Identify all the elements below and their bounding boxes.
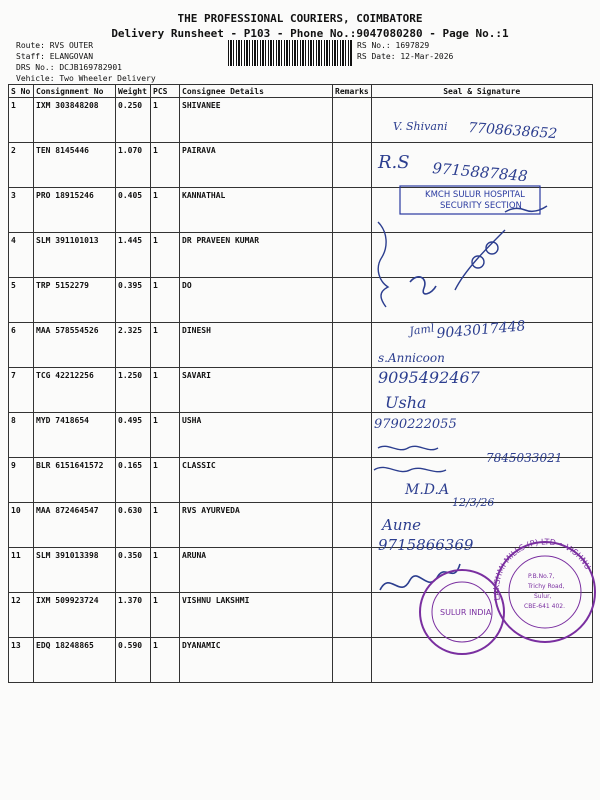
cell-remarks	[333, 368, 372, 413]
cell-remarks	[333, 233, 372, 278]
cell-sno: 1	[9, 98, 34, 143]
cell-pcs: 1	[151, 233, 180, 278]
table-row	[9, 638, 593, 683]
cell-signature	[371, 593, 592, 638]
cell-weight: 1.445	[116, 233, 151, 278]
cell-remarks	[333, 413, 372, 458]
col-consignment: Consignment No	[34, 85, 116, 98]
cell-signature	[371, 503, 592, 548]
cell-consignee: KANNATHAL	[180, 188, 333, 233]
cell-cons: IXM 303848208	[34, 98, 116, 143]
seal-address-2: Trichy Road,	[528, 583, 565, 590]
cell-cons: SLM 391101013	[34, 233, 116, 278]
phone-row11: 9715866369	[378, 536, 474, 554]
cell-pcs: 1	[151, 98, 180, 143]
cell-weight: 0.405	[116, 188, 151, 233]
stamp-line1: KMCH SULUR HOSPITAL	[425, 190, 525, 200]
table-row	[9, 368, 593, 413]
cell-weight: 0.350	[116, 548, 151, 593]
cell-cons: TCG 42212256	[34, 368, 116, 413]
phone-row6: 9043017448	[435, 318, 527, 342]
cell-weight: 1.070	[116, 143, 151, 188]
stamp-line2: SECURITY SECTION	[440, 201, 522, 211]
cell-sno: 2	[9, 143, 34, 188]
cell-cons: MYD 7418654	[34, 413, 116, 458]
cell-sno: 13	[9, 638, 34, 683]
cell-consignee: DYANAMIC	[180, 638, 333, 683]
cell-weight: 1.370	[116, 593, 151, 638]
rs-date: RS Date: 12-Mar-2026	[357, 52, 454, 61]
seal-address-4: CBE-641 402.	[524, 603, 565, 610]
seal-address-3: Sulur,	[534, 593, 552, 600]
cell-signature	[371, 548, 592, 593]
table-row	[9, 98, 593, 143]
cell-sno: 12	[9, 593, 34, 638]
signature-row10: M.D.A	[405, 482, 450, 498]
col-sno: S No	[9, 85, 34, 98]
cell-weight: 0.250	[116, 98, 151, 143]
phone-row8: 9790222055	[374, 417, 457, 432]
signature-row1: V. Shivani	[393, 120, 448, 133]
cell-consignee: VISHNU LAKSHMI	[180, 593, 333, 638]
seal2-text: SULUR INDIA	[440, 608, 492, 617]
cell-sno: 11	[9, 548, 34, 593]
cell-pcs: 1	[151, 638, 180, 683]
cell-signature	[371, 368, 592, 413]
cell-cons: TRP 5152279	[34, 278, 116, 323]
route-info: Route: RVS OUTER	[16, 41, 94, 50]
cell-pcs: 1	[151, 458, 180, 503]
table-row	[9, 458, 593, 503]
col-signature: Seal & Signature	[371, 85, 592, 98]
signature-row7: s.Annicoon	[378, 351, 445, 365]
signature-row11: Aune	[382, 516, 422, 534]
cell-pcs: 1	[151, 548, 180, 593]
rs-number: RS No.: 1697829	[357, 41, 430, 50]
cell-cons: TEN 8145446	[34, 143, 116, 188]
vehicle-info: Vehicle: Two Wheeler Delivery	[16, 74, 156, 83]
cell-remarks	[333, 593, 372, 638]
cell-sno: 10	[9, 503, 34, 548]
cell-signature	[371, 188, 592, 233]
phone-row1: 7708638652	[467, 120, 558, 143]
cell-consignee: ARUNA	[180, 548, 333, 593]
cell-signature	[371, 278, 592, 323]
date-row10: 12/3/26	[452, 496, 495, 509]
table-row	[9, 278, 593, 323]
cell-signature	[371, 233, 592, 278]
runsheet-table	[8, 84, 593, 683]
cell-remarks	[333, 638, 372, 683]
cell-consignee: DINESH	[180, 323, 333, 368]
cell-remarks	[333, 323, 372, 368]
cell-sno: 5	[9, 278, 34, 323]
table-row	[9, 413, 593, 458]
col-consignee: Consignee Details	[180, 85, 333, 98]
cell-signature	[371, 413, 592, 458]
cell-pcs: 1	[151, 143, 180, 188]
cell-signature	[371, 323, 592, 368]
cell-signature	[371, 98, 592, 143]
table-row	[9, 233, 593, 278]
table-row	[9, 323, 593, 368]
cell-consignee: PAIRAVA	[180, 143, 333, 188]
cell-weight: 2.325	[116, 323, 151, 368]
table-row	[9, 188, 593, 233]
cell-pcs: 1	[151, 278, 180, 323]
cell-pcs: 1	[151, 368, 180, 413]
cell-remarks	[333, 458, 372, 503]
cell-weight: 0.395	[116, 278, 151, 323]
cell-signature	[371, 143, 592, 188]
col-pcs: PCS	[151, 85, 180, 98]
col-weight: Weight	[116, 85, 151, 98]
cell-cons: EDQ 18248865	[34, 638, 116, 683]
cell-signature	[371, 458, 592, 503]
cell-sno: 4	[9, 233, 34, 278]
col-remarks: Remarks	[333, 85, 372, 98]
cell-remarks	[333, 503, 372, 548]
cell-consignee: DO	[180, 278, 333, 323]
cell-sno: 8	[9, 413, 34, 458]
cell-remarks	[333, 188, 372, 233]
staff-info: Staff: ELANGOVAN	[16, 52, 94, 61]
drs-info: DRS No.: DCJB169782901	[16, 63, 122, 72]
cell-pcs: 1	[151, 323, 180, 368]
cell-consignee: CLASSIC	[180, 458, 333, 503]
table-row	[9, 143, 593, 188]
cell-remarks	[333, 143, 372, 188]
cell-weight: 0.495	[116, 413, 151, 458]
page-title: THE PROFESSIONAL COURIERS, COIMBATORE	[177, 12, 423, 25]
cell-consignee: DR PRAVEEN KUMAR	[180, 233, 333, 278]
cell-cons: MAA 578554526	[34, 323, 116, 368]
phone-row2: 9715887848	[431, 159, 529, 186]
cell-sno: 3	[9, 188, 34, 233]
phone-row7: 9095492467	[378, 368, 480, 387]
cell-consignee: SAVARI	[180, 368, 333, 413]
signature-row6: Jaml	[408, 321, 436, 338]
cell-cons: SLM 391013398	[34, 548, 116, 593]
cell-remarks	[333, 98, 372, 143]
signature-row8: Usha	[385, 393, 427, 412]
seal-text: LAKSHMI MILLS (P) LTD • VISHNU	[491, 537, 593, 602]
cell-pcs: 1	[151, 413, 180, 458]
cell-consignee: SHIVANEE	[180, 98, 333, 143]
page-subtitle: Delivery Runsheet - P103 - Phone No.:9047080280 - Page No.:1	[111, 27, 509, 40]
cell-pcs: 1	[151, 593, 180, 638]
cell-weight: 0.590	[116, 638, 151, 683]
cell-sno: 7	[9, 368, 34, 413]
cell-remarks	[333, 548, 372, 593]
cell-cons: PRO 18915246	[34, 188, 116, 233]
table-row	[9, 548, 593, 593]
cell-signature	[371, 638, 592, 683]
cell-pcs: 1	[151, 503, 180, 548]
cell-consignee: USHA	[180, 413, 333, 458]
signature-row2: R.S	[378, 152, 410, 173]
table-header-row	[9, 85, 593, 98]
cell-weight: 0.165	[116, 458, 151, 503]
cell-weight: 0.630	[116, 503, 151, 548]
table-row	[9, 503, 593, 548]
cell-sno: 6	[9, 323, 34, 368]
seal-address-1: P.B.No.7,	[528, 573, 555, 580]
cell-sno: 9	[9, 458, 34, 503]
cell-cons: MAA 872464547	[34, 503, 116, 548]
cell-cons: IXM 509923724	[34, 593, 116, 638]
cell-consignee: RVS AYURVEDA	[180, 503, 333, 548]
barcode	[228, 40, 352, 66]
cell-cons: BLR 6151641572	[34, 458, 116, 503]
table-row	[9, 593, 593, 638]
cell-pcs: 1	[151, 188, 180, 233]
cell-remarks	[333, 278, 372, 323]
cell-weight: 1.250	[116, 368, 151, 413]
phone-row9: 7845033021	[486, 451, 563, 465]
